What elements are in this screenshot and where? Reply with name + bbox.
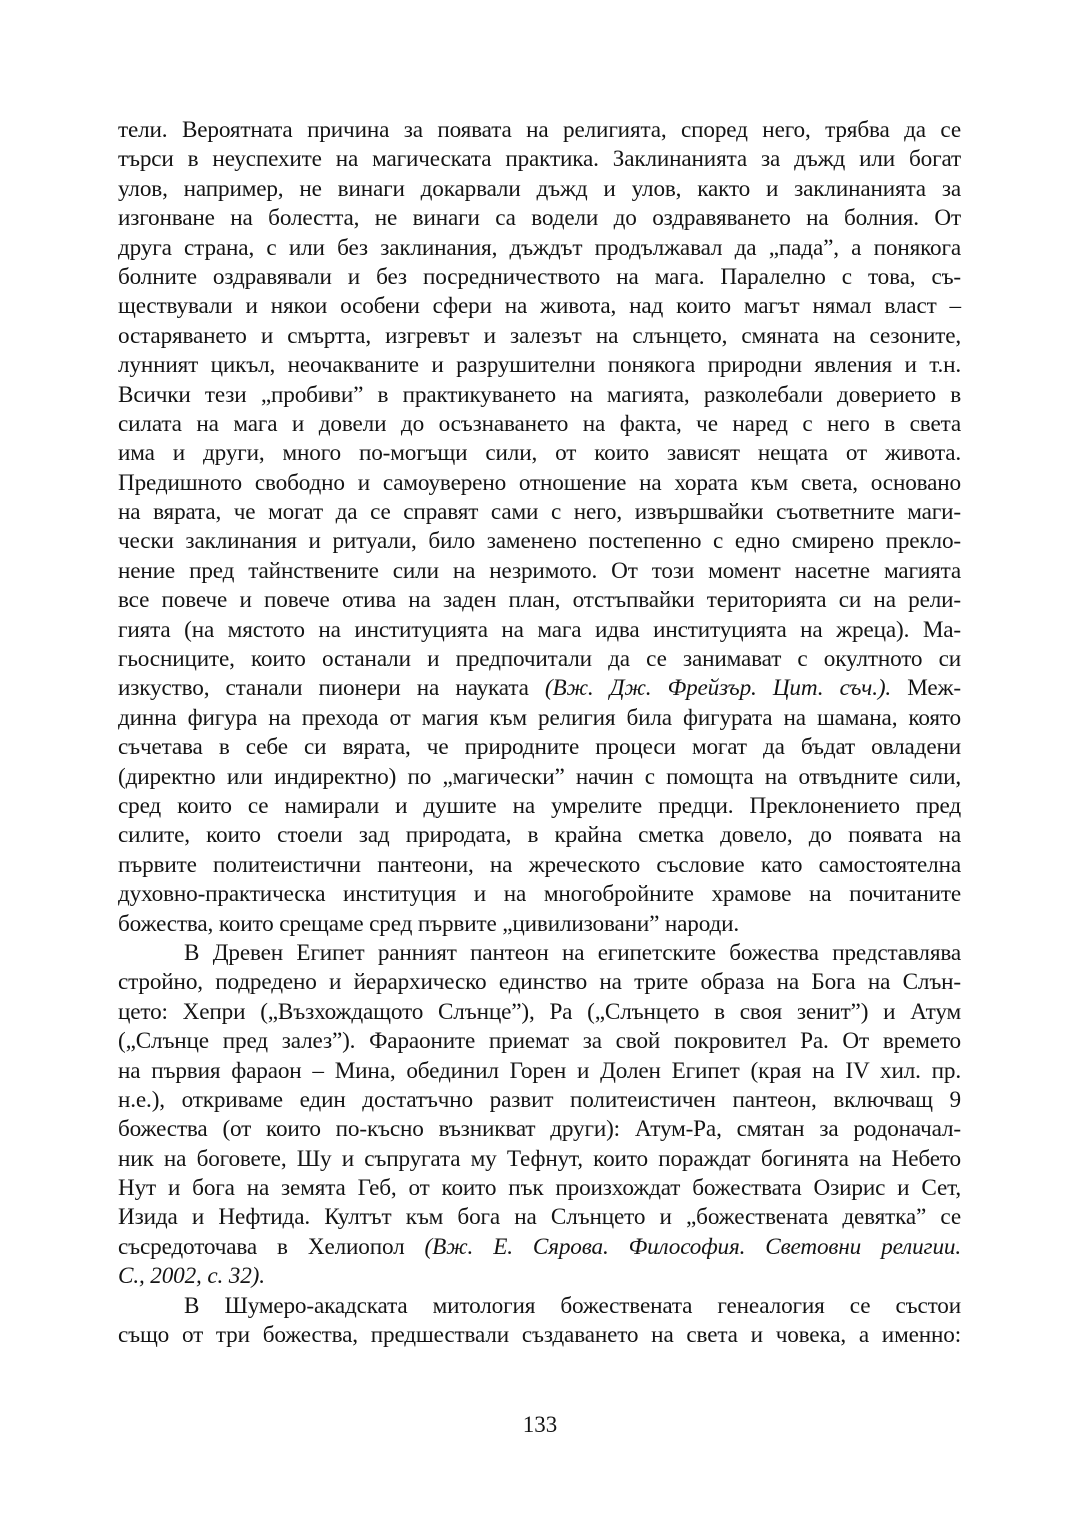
text-line: болните оздравявали и без посредничеството на мага. Паралелно с това, съ- <box>118 263 961 290</box>
text-line: стройно, подредено и йерархическо единство на трите образа на Бога на Слън- <box>118 969 961 996</box>
citation: (Вж. Дж. Фрейзър. Цит. съч.). <box>544 675 892 702</box>
text-line: ществували и някои особени сфери на живота, над които магът нямал власт – <box>118 293 961 320</box>
text-line: динна фигура на прехода от магия към религия била фигурата на шамана, която <box>118 704 961 731</box>
text-line: Нут и бога на земята Геб, от които пък произхождат божествата Озирис и Сет, <box>118 1175 961 1202</box>
paragraph <box>118 939 961 1292</box>
text-fragment: изкуство, станали пионери на науката <box>118 675 545 702</box>
text-line: Изида и Нефтида. Култът към бога на Слънцето и „божествената девятка” се <box>118 1204 961 1231</box>
text-line: силата на мага и довели до осъзнаването на факта, че наред с него в света <box>118 410 961 437</box>
text-line: н.е.), откриваме един достатъчно развит политеистичен пантеон, включващ 9 <box>118 1086 961 1113</box>
text-line: гьосниците, които останали и предпочитали да се занимават с окултното си <box>118 646 961 673</box>
text-line: чески заклинания и ритуали, било заменено постепенно с едно смирено прекло- <box>118 528 961 555</box>
page-body <box>118 116 961 1350</box>
text-line: В Древен Египет ранният пантеон на египетските божества представлява <box>184 939 961 966</box>
text-line: цето: Хепри („Възхождащото Слънце”), Ра („Слънцето в своя зенит”) и Атум <box>118 998 961 1025</box>
paragraph <box>118 116 961 939</box>
text-line: сред които се намирали и душите на умрелите предци. Преклонението пред <box>118 792 961 819</box>
text-line: лунният цикъл, неочакваните и разрушителни понякога природни явления и т.н. <box>118 352 961 379</box>
text-line: друга страна, с или без заклинания, дъждът продължавал да „пада”, а понякога <box>118 234 961 261</box>
paragraph <box>118 1292 961 1351</box>
text-line: божества, които срещаме сред първите „цивилизовани” народи. <box>118 910 740 937</box>
text-line: Всички тези „пробиви” в практикуването на магията, разколебали доверието в <box>118 381 961 408</box>
text-line: В Шумеро-акадската митология божествената генеалогия се състои <box>184 1292 961 1319</box>
text-line: на първия фараон – Мина, обединил Горен и Долен Египет (края на IV хил. пр. <box>118 1057 961 1084</box>
text-line: улов, например, не винаги докарвали дъжд и улов, както и заклинанията за <box>118 175 961 202</box>
text-line: ник на боговете, Шу и съпругата му Тефнут, които пораждат богинята на Небето <box>118 1145 961 1172</box>
text-fragment: съсредоточава в Хелиопол <box>118 1233 425 1260</box>
text-line: първите политеистични пантеони, на жреческото съсловие като самостоятелна <box>118 851 961 878</box>
text-line: остаряването и смъртта, изгревът и залезът на слънцето, смяната на сезоните, <box>118 322 961 349</box>
text-line: силите, които стоели зад природата, в крайна сметка довело, до появата на <box>118 822 961 849</box>
text-line: (директно или индиректно) по „магически” начин с помощта на отвъдните сили, <box>118 763 961 790</box>
text-line: тели. Вероятната причина за появата на религията, според него, трябва да се <box>118 117 961 143</box>
citation: (Вж. Е. Сярова. Философия. Световни религии. <box>424 1233 961 1260</box>
text-line: също от три божества, предшествали създаването на света и човека, а именно: <box>118 1322 961 1349</box>
text-line: божества (от които по-късно възникват други): Атум-Ра, смятан за родоначал- <box>118 1116 961 1143</box>
text-line: гията (на мястото на институцията на мага идва институцията на жреца). Ма- <box>118 616 961 643</box>
text-line: Предишното свободно и самоуверено отношение на хората към света, основано <box>118 469 961 496</box>
text-line: съчетава в себе си вярата, че природните процеси могат да бъдат овладени <box>118 734 961 761</box>
text-line: все повече и повече отива на заден план, отстъпвайки територията си на рели- <box>118 587 961 614</box>
text-line: търси в неуспехите на магическата практика. Заклинанията за дъжд или богат <box>118 146 961 173</box>
text-line: изгонване на болестта, не винаги са водели до оздравяването на болния. От <box>118 205 961 232</box>
text-line <box>118 1233 961 1262</box>
page-number: 133 <box>522 1412 558 1437</box>
text-line: на вярата, че могат да се справят сами с него, извършвайки съответните маги- <box>118 499 961 526</box>
text-line: („Слънце пред залез”). Фараоните приемат за свой покровител Ра. От времето <box>118 1028 961 1055</box>
text-fragment: Меж- <box>891 675 961 702</box>
text-line: духовно-практическа институция и на многобройните храмове на почитаните <box>118 881 961 908</box>
citation: С., 2002, с. 32). <box>118 1263 265 1290</box>
text-line <box>118 674 961 703</box>
text-line: нение пред тайнствените сили на незримото. От този момент насетне магията <box>118 557 961 584</box>
text-line: има и други, много по-могъщи сили, от които зависят нещата от живота. <box>118 440 961 467</box>
